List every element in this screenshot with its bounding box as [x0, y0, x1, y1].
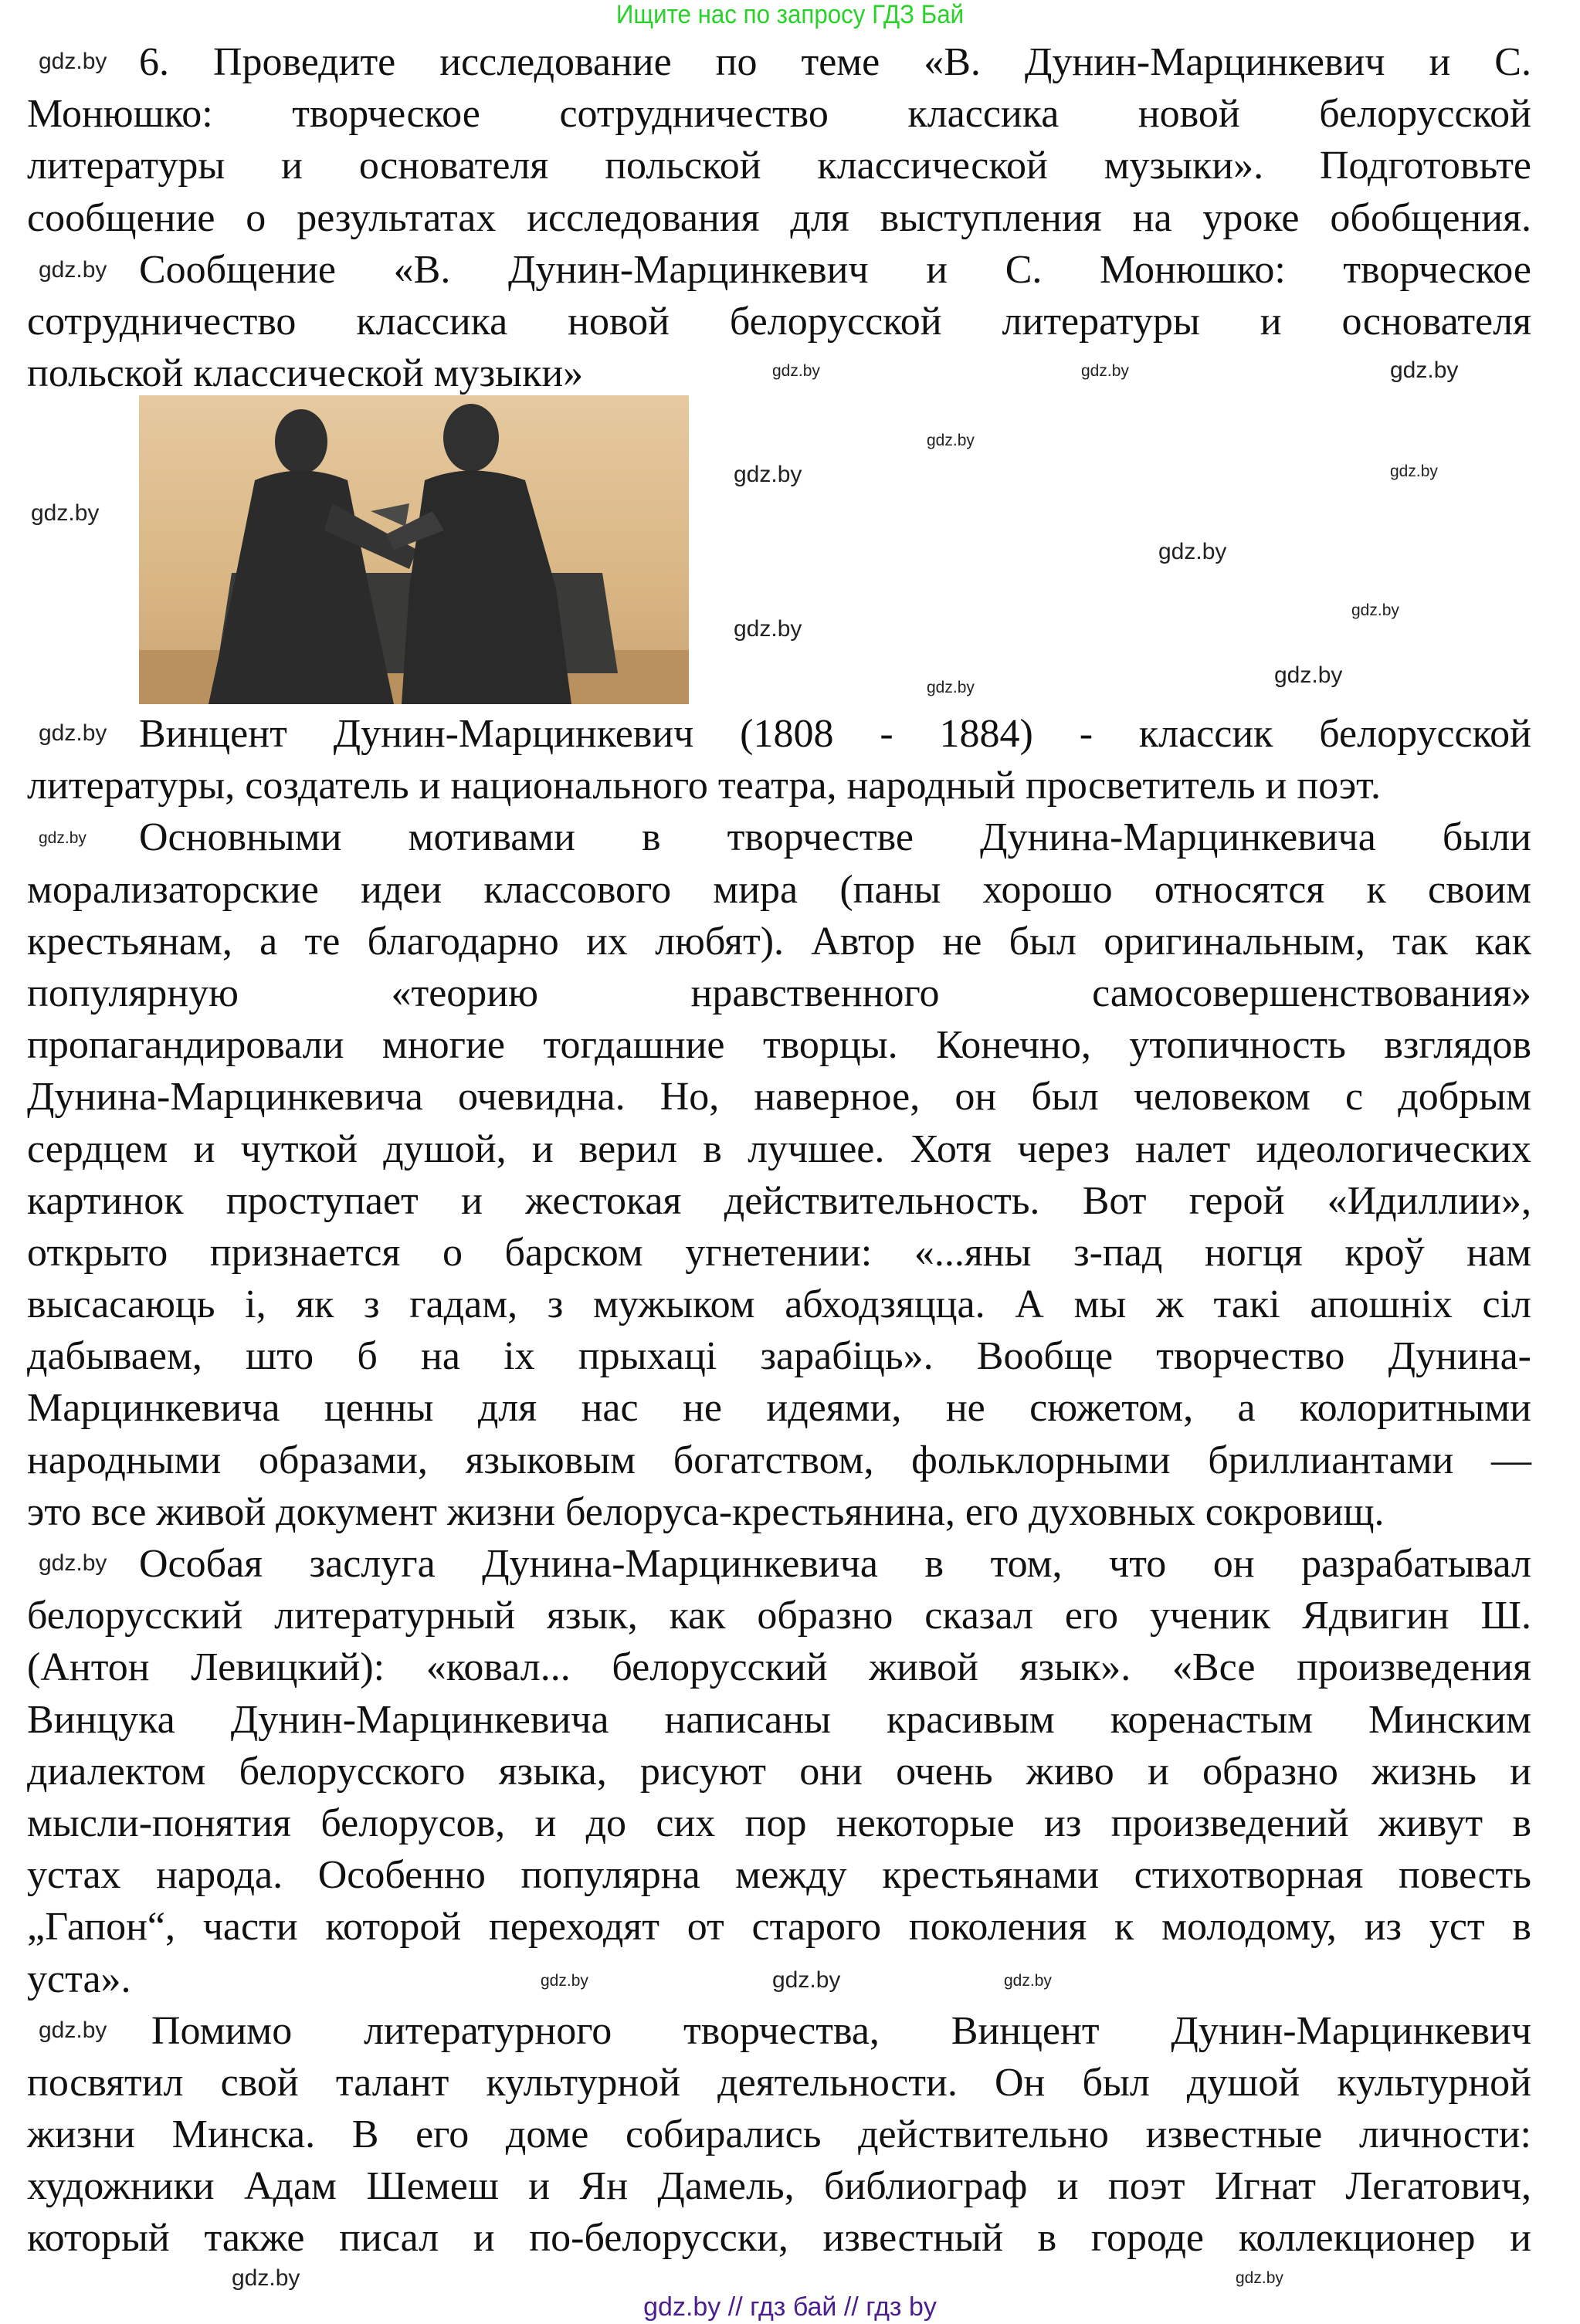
text-line: жизни Минска. В его доме собирались действительно известные личности: — [27, 2112, 1531, 2157]
footer-links[interactable]: gdz.by // гдз бай // гдз by — [643, 2292, 937, 2322]
watermark: gdz.by — [927, 679, 975, 696]
text-line: литературы и основателя польской классической музыки». Подготовьте — [27, 144, 1531, 188]
text-line: польской классической музыки» — [27, 351, 584, 396]
text-line: литературы, создатель и национального театра, народный просветитель и поэт. — [27, 764, 1381, 808]
text-line: белорусский литературный язык, как образно сказал его ученик Ядвигин Ш. — [27, 1594, 1531, 1638]
text-line: Сообщение «В. Дунин-Марцинкевич и С. Монюшко: творческое — [139, 247, 1531, 292]
text-line: сердцем и чуткой душой, и верил в лучшее. Хотя через налет идеологических — [27, 1126, 1531, 1171]
text-line: мысли-понятия белорусов, и до сих пор некоторые из произведений живут в — [27, 1801, 1531, 1845]
text-line: морализаторские идеи классового мира (паны хорошо относятся к своим — [27, 867, 1531, 912]
text-line: дабываем, што б на іх прыхаці зарабіць». Вообще творчество Дунина- — [27, 1334, 1531, 1379]
watermark: gdz.by — [1351, 601, 1399, 619]
watermark: gdz.by — [541, 1972, 588, 1990]
text-line: 6. Проведите исследование по теме «В. Дунин-Марцинкевич и С. — [139, 40, 1531, 84]
text-line: крестьянам, а те благодарно их любят). Автор не был оригинальным, так как — [27, 919, 1531, 964]
text-line: (Антон Левицкий): «ковал... белорусский живой язык». «Все произведения — [27, 1645, 1531, 1690]
watermark: gdz.by — [1390, 357, 1459, 383]
watermark: gdz.by — [1236, 2269, 1283, 2287]
watermark: gdz.by — [1004, 1972, 1052, 1990]
text-line: популярную «теорию нравственного самосовершенствования» — [27, 971, 1531, 1015]
text-line: Монюшко: творческое сотрудничество классика новой белорусской — [27, 92, 1531, 137]
text-line: Помимо литературного творчества, Винцент Дунин-Марцинкевич — [151, 2008, 1531, 2053]
text-line: картинок проступает и жестокая действительность. Вот герой «Идиллии», — [27, 1178, 1531, 1223]
text-line: народными образами, языковым богатством, фольклорными бриллиантами — — [27, 1438, 1531, 1482]
watermark: gdz.by — [772, 362, 820, 380]
search-banner: Ищите нас по запросу ГДЗ Бай — [615, 0, 965, 29]
watermark: gdz.by — [1081, 362, 1129, 380]
watermark: gdz.by — [31, 500, 100, 526]
watermark: gdz.by — [39, 1550, 107, 1576]
watermark: gdz.by — [39, 829, 86, 847]
text-line: Винцент Дунин-Марцинкевич (1808 - 1884) - классик белорусской — [139, 712, 1531, 756]
text-line: Особая заслуга Дунина-Марцинкевича в том, что он разрабатывал — [139, 1542, 1531, 1586]
watermark: gdz.by — [1390, 462, 1438, 480]
text-line: Винцука Дунин-Марцинкевича написаны красивым коренастым Минским — [27, 1697, 1531, 1742]
watermark: gdz.by — [39, 257, 107, 283]
text-line: который также писал и по-белорусски, известный в городе коллекционер и — [27, 2216, 1531, 2261]
watermark: gdz.by — [734, 462, 802, 487]
watermark: gdz.by — [927, 432, 975, 449]
watermark: gdz.by — [1274, 662, 1343, 688]
text-line: Марцинкевича ценны для нас не идеями, не сюжетом, а колоритными — [27, 1386, 1531, 1431]
watermark: gdz.by — [734, 616, 802, 642]
text-line: открыто признается о барском угнетении: «...яны з-пад ногця кроў нам — [27, 1230, 1531, 1275]
text-line: художники Адам Шемеш и Ян Дамель, библиограф и поэт Игнат Легатович, — [27, 2164, 1531, 2209]
text-line: сообщение о результатах исследования для выступления на уроке обобщения. — [27, 195, 1531, 240]
text-line: „Гапон“, части которой переходят от старого поколения к молодому, из уст в — [27, 1905, 1531, 1950]
text-line: Основными мотивами в творчестве Дунина-Марцинкевича были — [139, 815, 1531, 860]
task-text — [27, 36, 1531, 399]
text-line: уста». — [27, 1956, 131, 2001]
text-line: пропагандировали многие тогдашние творцы. Конечно, утопичность взглядов — [27, 1023, 1531, 1068]
watermark: gdz.by — [1158, 539, 1227, 564]
text-line: сотрудничество классика новой белорусской литературы и основателя — [27, 299, 1531, 344]
text-line: высасаюць і, як з гадам, з мужыком абходзяцца. А мы ж такі апошніх сіл — [27, 1282, 1531, 1327]
text-line: диалектом белорусского языка, рисуют они очень живо и образно жизнь и — [27, 1749, 1531, 1794]
text-line: посвятил свой талант культурной деятельности. Он был душой культурной — [27, 2060, 1531, 2105]
monument-image-icon — [139, 395, 689, 704]
watermark: gdz.by — [232, 2265, 300, 2291]
text-line: это все живой документ жизни белоруса-крестьянина, его духовных сокровищ. — [27, 1489, 1385, 1534]
watermark: gdz.by — [772, 1967, 841, 1993]
text-line: устах народа. Особенно популярна между крестьянами стихотворная повесть — [27, 1853, 1531, 1898]
watermark: gdz.by — [39, 720, 107, 746]
text-line: Дунина-Марцинкевича очевидна. Но, наверное, он был человеком с добрым — [27, 1075, 1531, 1120]
monument-photo — [139, 395, 689, 704]
message-text — [27, 708, 1531, 2265]
watermark: gdz.by — [39, 2017, 107, 2043]
watermark: gdz.by — [39, 49, 107, 74]
